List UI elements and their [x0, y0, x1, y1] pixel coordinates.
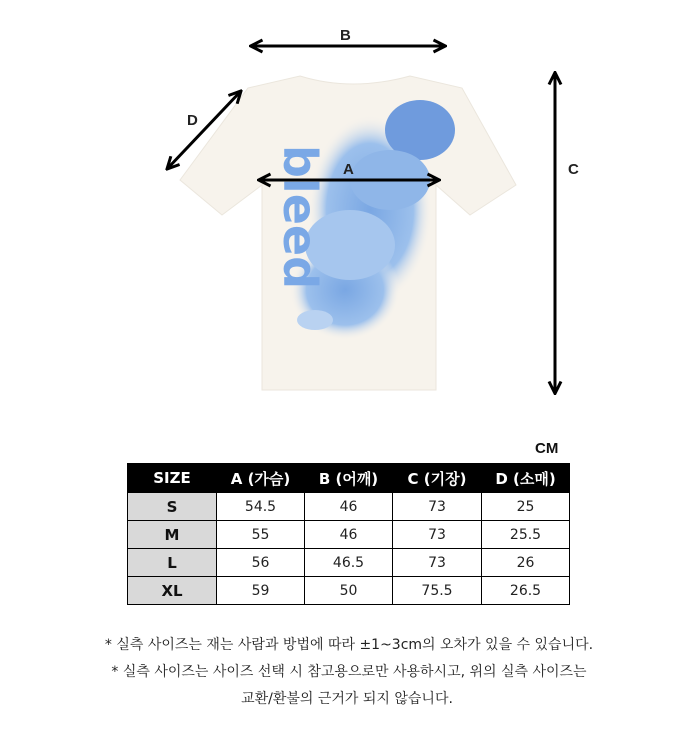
- measurement-notes: [0, 632, 694, 713]
- note-line: * 실측 사이즈는 재는 사람과 방법에 따라 ±1~3cm의 오차가 있을 수 있습니다.: [104, 637, 594, 653]
- label-d: D: [187, 112, 198, 129]
- value-cell: 56: [217, 549, 305, 577]
- label-b: B: [340, 27, 351, 44]
- header-d: D (소매): [482, 464, 570, 493]
- value-cell: 59: [217, 577, 305, 605]
- unit-label: CM: [535, 440, 559, 457]
- value-cell: 55: [217, 521, 305, 549]
- note-line: * 실측 사이즈는 사이즈 선택 시 참고용으로만 사용하시고, 위의 실측 사이즈는: [111, 664, 587, 680]
- value-cell: 46: [305, 521, 393, 549]
- header-b: B (어깨): [305, 464, 393, 493]
- note-line: 교환/환불의 근거가 되지 않습니다.: [241, 691, 453, 707]
- table-row: [128, 493, 570, 521]
- label-c: C: [568, 161, 579, 178]
- value-cell: 73: [393, 549, 482, 577]
- header-c: C (기장): [393, 464, 482, 493]
- print-text: bleed: [273, 145, 327, 290]
- value-cell: 73: [393, 493, 482, 521]
- value-cell: 73: [393, 521, 482, 549]
- header-size: SIZE: [128, 464, 217, 493]
- size-cell: XL: [128, 577, 217, 605]
- table-header-row: [128, 464, 570, 493]
- value-cell: 25: [482, 493, 570, 521]
- size-chart-table: [127, 463, 570, 605]
- header-a: A (가슴): [217, 464, 305, 493]
- value-cell: 75.5: [393, 577, 482, 605]
- value-cell: 26: [482, 549, 570, 577]
- value-cell: 25.5: [482, 521, 570, 549]
- value-cell: 26.5: [482, 577, 570, 605]
- size-cell: S: [128, 493, 217, 521]
- value-cell: 54.5: [217, 493, 305, 521]
- table-row: [128, 521, 570, 549]
- size-cell: L: [128, 549, 217, 577]
- table-row: [128, 549, 570, 577]
- value-cell: 50: [305, 577, 393, 605]
- size-cell: M: [128, 521, 217, 549]
- value-cell: 46.5: [305, 549, 393, 577]
- table-row: [128, 577, 570, 605]
- value-cell: 46: [305, 493, 393, 521]
- label-a: A: [343, 161, 354, 178]
